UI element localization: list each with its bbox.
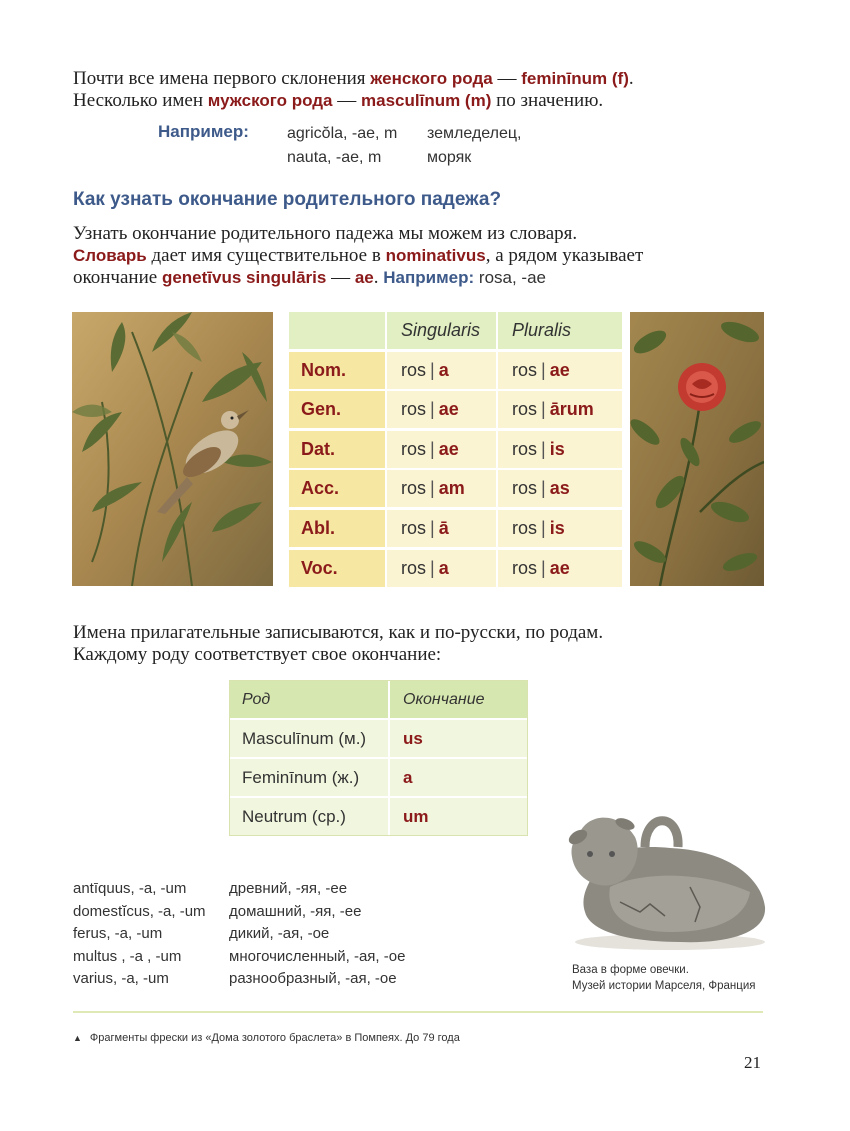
genetivus-term: genetīvus singulāris [161,268,327,287]
declension-table [289,312,622,589]
case-label: Abl. [301,517,335,538]
example-label-inline: Например: [383,268,475,287]
page-number: 21 [744,1053,761,1072]
table-row: Abl. ros | ā ros | is [289,510,622,547]
feminine-latin-term: feminīnum (f) [521,69,629,88]
section-heading: Как узнать окончание родительного падежа? [73,189,502,210]
case-label: Nom. [301,359,346,380]
intro-line-1: Почти все имена первого склонения женского рода — feminīnum (f). [73,68,634,89]
vocabulary-list [73,878,405,991]
table-row: Dat. ros | ae ros | is [289,431,622,468]
header-empty-cell [289,312,385,349]
case-label: Voc. [301,557,338,578]
dictionary-paragraph: Узнать окончание родительного падежа мы можем из словаря. Словарь дает имя существительное в nominativus, а рядом указывает окончание genetīvus singulāris — ae. Например: rosa, -ae [73,223,644,288]
header-gender: Род [230,681,390,718]
intro-paragraph [73,68,793,112]
case-label: Dat. [301,438,336,459]
list-item: multus , -a , -um многочисленный, -ая, -ое [73,947,406,965]
vase-caption: Ваза в форме овечки. Музей истории Марселя, Франция [572,964,756,992]
example-row: nauta, -ae, m моряк [287,149,472,166]
list-item: antīquus, -a, -um древний, -яя, -ее [73,880,348,897]
table-row: Voc. ros | a ros | ae [289,550,622,587]
masculine-latin-term: masculīnum (m) [361,91,492,110]
fresco-bird-image [72,312,273,586]
gender-endings-table [229,680,528,836]
example-list [287,122,521,170]
table-row: Gen. ros | ae ros | ārum [289,391,622,428]
case-label: Gen. [301,399,342,420]
intro-line-2: Несколько имен мужского рода — masculīnum (m) по значению. [73,90,604,111]
masculine-term: мужского рода [207,91,333,110]
table-header-row [289,312,622,349]
table-row: Nom. ros | a ros | ae [289,352,622,389]
sheep-vase-image [560,792,770,952]
header-pluralis: Pluralis [498,312,622,349]
nominativus-term: nominativus [385,246,486,265]
dictionary-term: Словарь [73,246,147,265]
fresco-rose-image [630,312,764,586]
header-singularis: Singularis [387,312,496,349]
list-item: domestĭcus, -a, -um домашний, -яя, -ее [73,902,362,920]
feminine-term: женского рода [370,69,493,88]
adjectives-paragraph: Имена прилагательные записываются, как и по-русски, по родам. Каждому роду соответствует свое окончание: [73,622,604,665]
table-header-row [230,681,527,720]
list-item: varius, -a, -um разнообразный, -ая, -ое [73,970,397,987]
table-row: Acc. ros | am ros | as [289,470,622,507]
footnote: ▲ Фрагменты фрески из «Дома золотого браслета» в Помпеях. До 79 года [73,1032,460,1044]
header-ending: Окончание [390,681,527,718]
table-row: Neutrum (ср.) um [230,798,527,835]
list-item: ferus, -a, -um дикий, -ая, -ое [73,925,330,942]
ae-ending: ae [354,268,374,287]
example-row: agricŏla, -ae, m земледелец, [287,125,522,142]
example-label: Например: [158,122,249,141]
table-row: Masculīnum (м.) us [230,720,527,759]
footnote-divider [73,1011,763,1013]
table-row: Feminīnum (ж.) a [230,759,527,798]
case-label: Acc. [301,478,340,499]
triangle-up-icon: ▲ [73,1033,82,1043]
